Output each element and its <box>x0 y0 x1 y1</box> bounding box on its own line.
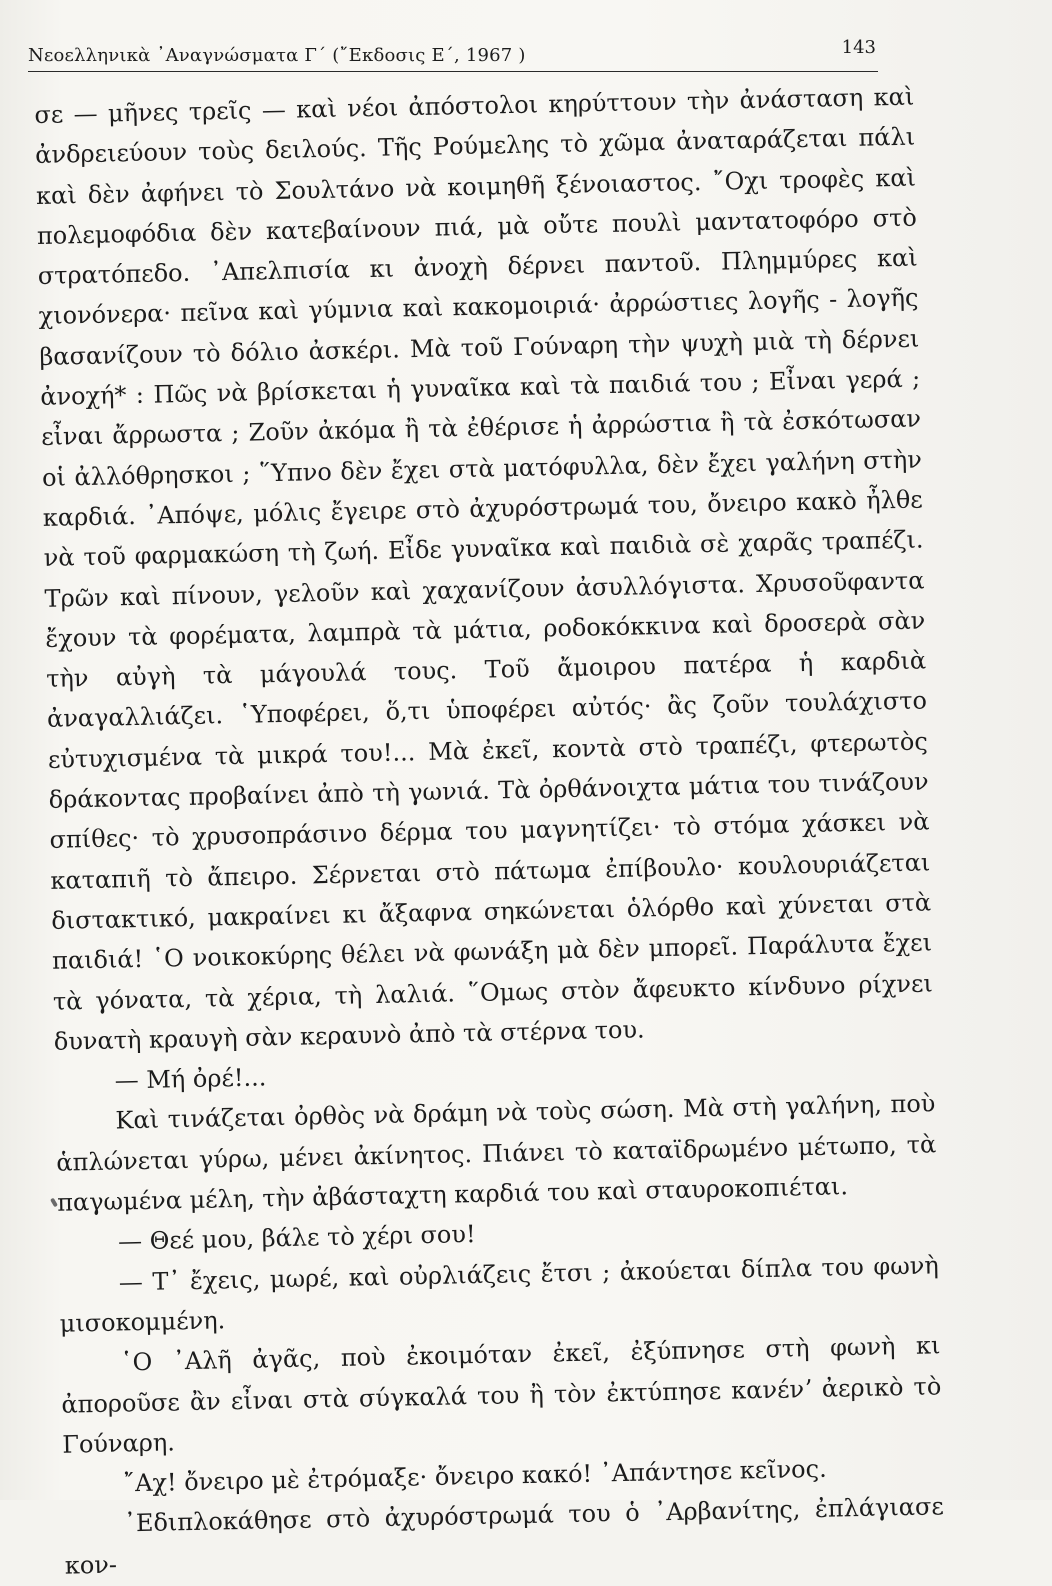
page-number: 143 <box>841 37 876 58</box>
paragraph: — Θεέ μου, βάλε τὸ χέρι σου! <box>117 1220 476 1256</box>
paragraph: ᾿Εδιπλοκάθησε στὸ ἀχυρόστρωμά του ὁ ᾿Αρβανίτης, ἐπλάγιασε κον- <box>64 1492 945 1580</box>
header-rule <box>28 71 878 72</box>
running-head <box>28 38 878 72</box>
paragraph: σε — μῆνες τρεῖς — καὶ νέοι ἀπόστολοι κηρύττουν τὴν ἀνάσταση καὶ ἀνδρειεύουν τοὺς δειλούς. Τῆς Ρούμελης τὸ χῶμα ἀναταράζεται πάλι καὶ δὲν ἀφήνει τὸ Σουλτάνο νὰ κοιμηθῆ ξένοιαστος. ῎Οχι τροφὲς καὶ πολεμοφόδια δὲν κατεβαίνουν πιά, μὰ οὔτε πουλὶ μαντατοφόρο στὸ στρατόπεδο. ᾿Απελπισία κι ἀνοχὴ δέρνει παντοῦ. Πλημμύρες καὶ χιονόνερα· πεῖνα καὶ γύμνια καὶ κακομοιριά· ἀρρώστιες λογῆς - λογῆς βασανίζουν τὸ δόλιο ἀσκέρι. Μὰ τοῦ Γούναρη τὴν ψυχὴ μιὰ τὴ δέρνει ἀνοχή* : Πῶς νὰ βρίσκεται ἡ γυναῖκα καὶ τὰ παιδιά του ; Εἶναι γερά ; εἶναι ἄρρωστα ; Ζοῦν ἀκόμα ἢ τὰ ἐθέρισε ἡ ἀρρώστια ἢ τὰ ἐσκότωσαν οἱ ἀλλόθρησκοι ; ῞Υπνο δὲν ἔχει στὰ ματόφυλλα, δὲν ἔχει γαλήνη στὴν καρδιά. ᾿Απόψε, μόλις ἔγειρε στὸ ἀχυρόστρωμά του, ὄνειρο κακὸ ἦλθε νὰ τοῦ φαρμακώση τὴ ζωή. Εἶδε γυναῖκα καὶ παιδιὰ σὲ χαρᾶς τραπέζι. Τρῶν καὶ πίνουν, γελοῦν καὶ χαχανίζουν ἀσυλλόγιστα. Χρυσοῦφαντα ἔχουν τὰ φορέματα, λαμπρὰ τὰ μάτια, ροδοκόκκινα καὶ δροσερὰ σὰν τὴν αὐγὴ τὰ μάγουλά τους. Τοῦ ἄμοιρου πατέρα ἡ καρδιὰ ἀναγαλλιάζει. ῾Υποφέρει, ὅ,τι ὑποφέρει αὐτός· ἂς ζοῦν τουλάχιστο εὐτυχισμένα τὰ μικρά του!... Μὰ ἐκεῖ, κοντὰ στὸ τραπέζι, φτερωτὸς δράκοντας προβαίνει ἀπὸ τὴ γωνιά. Τὰ ὀρθάνοιχτα μάτια του τινάζουν σπίθες· τὸ χρυσοπράσινο δέρμα του μαγνητίζει· τὸ στόμα χάσκει νὰ καταπιῆ τὸ ἄπειρο. Σέρνεται στὸ πάτωμα ἐπίβουλο· κουλουριάζεται διστακτικό, μακραίνει κι ἄξαφνα σηκώνεται ὁλόρθο καὶ χύνεται στὰ παιδιά! ῾Ο νοικοκύρης θέλει νὰ φωνάξη μὰ δὲν μπορεῖ. Παράλυτα ἔχει τὰ γόνατα, τὰ χέρια, τὴ λαλιά. ῞Ομως στὸν ἄφευκτο κίνδυνο ρίχνει δυνατὴ κραυγὴ σὰν κεραυνὸ ἀπὸ τὰ στέρνα του. <box>34 82 934 1056</box>
paragraph: ῎Αχ! ὄνειρο μὲ ἐτρόμαξε· ὄνειρο κακό! ᾿Απάντησε κεῖνος. <box>122 1454 827 1498</box>
paragraph: Καὶ τινάζεται ὀρθὸς νὰ δράμη νὰ τοὺς σώση. Μὰ στὴ γαλήνη, ποὺ ἁπλώνεται γύρω, μένει ἀκίνητος. Πιάνει τὸ καταϊδρωμένο μέτωπο, τὰ παγωμένα μέλη, τὴν ἀβάσταχτη καρδιά του καὶ σταυροκοπιέται. <box>56 1089 937 1217</box>
paragraph: ῾Ο ᾿Αλῆ ἀγᾶς, ποὺ ἐκοιμόταν ἐκεῖ, ἐξύπνησε στὴ φωνὴ κι ἀποροῦσε ἂν εἶναι στὰ σύγκαλά του ἢ τὸν ἐκτύπησε κανένʼ ἀερικὸ τὸ Γούναρη. <box>61 1331 942 1459</box>
paragraph: — Μή ὀρέ!... <box>114 1063 267 1095</box>
running-title: Νεοελληνικὰ ᾿Αναγνώσματα Γ΄ (῎Εκδοσις Ε΄, 1967 ) <box>28 45 526 66</box>
body-text <box>34 77 945 1586</box>
paragraph: — Τ᾿ ἔχεις, μωρέ, καὶ οὐρλιάζεις ἔτσι ; ἀκούεται δίπλα του φωνὴ μισοκομμένη. <box>59 1250 939 1338</box>
